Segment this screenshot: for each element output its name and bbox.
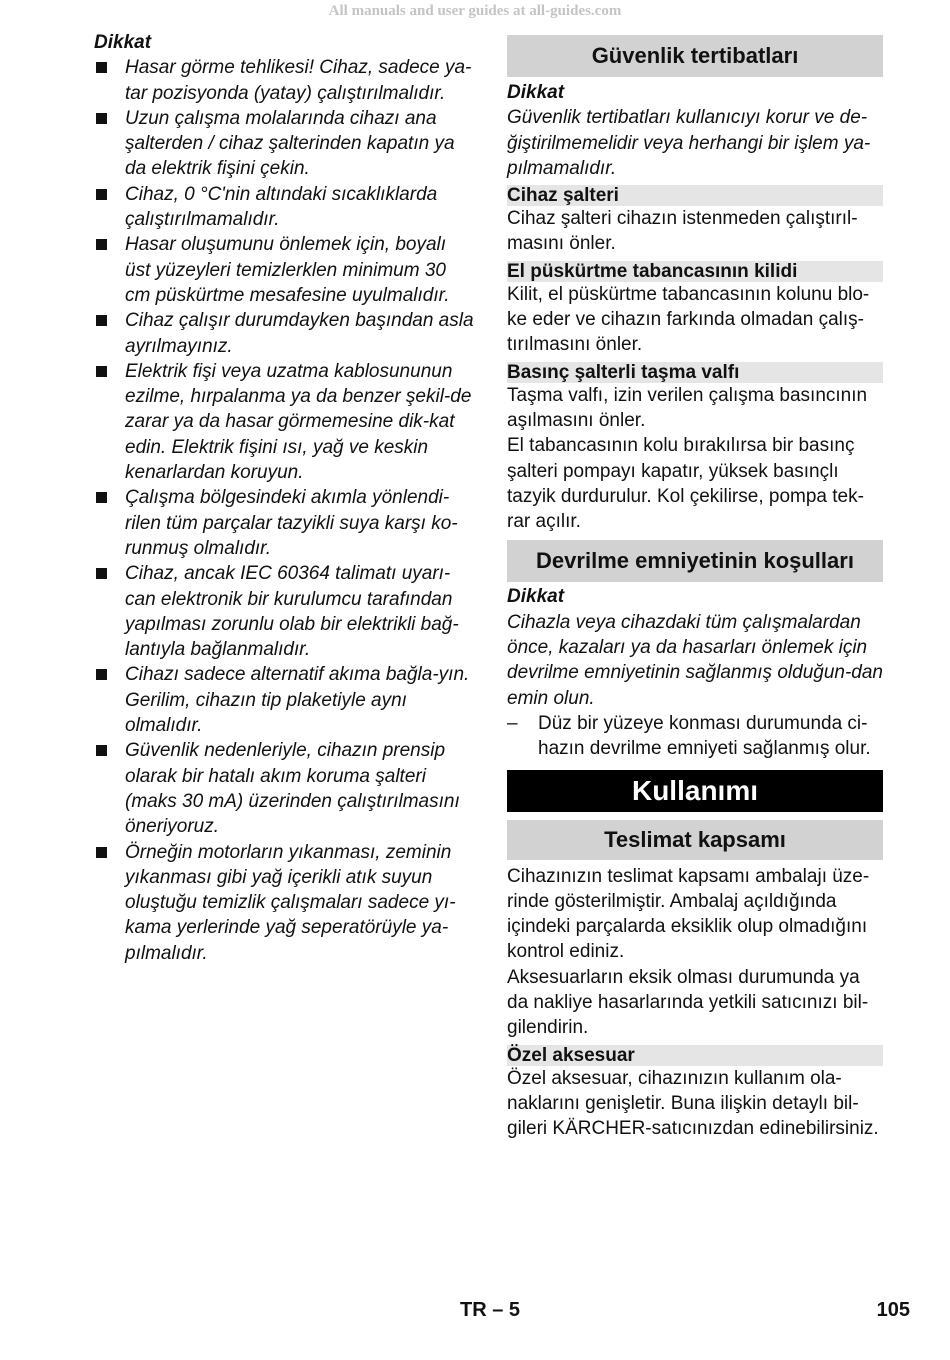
- list-item: [94, 308, 474, 359]
- safety-bullet-list: [94, 55, 474, 966]
- list-item: [94, 232, 474, 308]
- device-switch-heading: Cihaz şalteri: [507, 185, 883, 206]
- list-item-text: Cihazı sadece alternatif akıma bağla-yın. Gerilim, cihazın tip plaketiyle aynı olmalıdır.: [125, 664, 470, 737]
- list-item: [94, 106, 474, 182]
- list-item-text: Örneğin motorların yıkanması, zeminin yıkanması gibi yağ içerikli atık suyun oluştuğu temizlik çalışmaları sadece yı-kama yerlerinde yağ seperatörüyle ya-pılmalıdır.: [125, 841, 456, 964]
- watermark: All manuals and user guides at all-guides.com: [328, 3, 622, 19]
- list-item: [94, 55, 474, 106]
- square-bullet-icon: [96, 366, 107, 377]
- special-accessories-text: Özel aksesuar, cihazınızın kullanım ola-naklarını genişletir. Buna ilişkin detaylı bil-gileri KÄRCHER-satıcınızdan edinebilirsiniz.: [507, 1067, 879, 1140]
- overflow-valve-heading: Basınç şalterli taşma valfı: [507, 362, 883, 383]
- square-bullet-icon: [96, 315, 107, 326]
- overflow-valve-text: Taşma valfı, izin verilen çalışma basıncının aşılmasını önler.: [507, 384, 868, 431]
- square-bullet-icon: [96, 62, 107, 73]
- list-item: [94, 359, 474, 485]
- gun-lock-text: Kilit, el püskürtme tabancasının kolunu blo-ke eder ve cihazın farkında olmadan çalış-tırılmasını önler.: [507, 283, 870, 356]
- square-bullet-icon: [96, 492, 107, 503]
- caution-label: Dikkat: [94, 32, 152, 53]
- list-item-text: Cihaz, 0 °C'nin altındaki sıcaklıklarda çalıştırılmamalıdır.: [125, 183, 438, 231]
- safety-caution-text: Güvenlik tertibatları kullanıcıyı korur ve de-ğiştirilmemelidir veya herhangi bir işlem ya-pılmamalıdır.: [507, 107, 871, 179]
- overflow-valve-text-2: El tabancasının kolu bırakılırsa bir basınç şalteri pompayı kapatır, yüksek basınçlı tazyik durdurulur. Kol çekilirse, pompa tek-rar açılır.: [507, 435, 864, 533]
- caution-label: Dikkat: [507, 82, 565, 103]
- delivery-scope-heading: Teslimat kapsamı: [507, 820, 883, 860]
- list-item: [507, 711, 883, 762]
- list-item-text: Güvenlik nedenleriyle, cihazın prensip olarak bir hatalı akım koruma şalteri (maks 30 mA) üzerinden çalıştırılmasını öneriyoruz.: [125, 740, 460, 838]
- list-item-text: Hasar oluşumunu önlemek için, boyalı üst yüzeyleri temizlerklen minimum 30 cm püskürtme mesafesine uyulmalıdır.: [125, 234, 450, 306]
- delivery-scope-text-2: Aksesuarların eksik olması durumunda ya da nakliye hasarlarında yetkili satıcınızı bil-gilendirin.: [507, 966, 869, 1039]
- delivery-scope-text: Cihazınızın teslimat kapsamı ambalajı üze-rinde gösterilmiştir. Ambalaj açıldığında içindeki parçalarda eksiklik olup olmadığını kontrol ediniz.: [507, 865, 870, 963]
- list-item-text: Cihaz çalışır durumdayken başından asla ayrılmayınız.: [125, 310, 474, 357]
- usage-heading: Kullanımı: [507, 770, 883, 812]
- list-item: [94, 182, 474, 233]
- list-item-text: Düz bir yüzeye konması durumunda ci-hazın devrilme emniyeti sağlanmış olur.: [538, 712, 871, 760]
- list-item-text: Uzun çalışma molalarında cihazı ana şalterden / cihaz şalterinden kapatın ya da elektrik fişini çekin.: [125, 107, 455, 180]
- left-column: [94, 30, 474, 966]
- tipping-caution-text: Cihazla veya cihazdaki tüm çalışmalardan önce, kazaları ya da hasarları önlemek için devrilme emniyetinin sağlanmış olduğun-dan emin olun.: [507, 611, 883, 709]
- gun-lock-heading: El püskürtme tabancasının kilidi: [507, 261, 883, 282]
- square-bullet-icon: [96, 847, 107, 858]
- right-column: [507, 30, 883, 1142]
- dash-bullet: –: [507, 712, 518, 734]
- square-bullet-icon: [96, 745, 107, 756]
- square-bullet-icon: [96, 669, 107, 680]
- list-item-text: Çalışma bölgesindeki akımla yönlendi-rilen tüm parçalar tazyikli suya karşı ko-runmuş olmalıdır.: [125, 487, 458, 559]
- tipping-safety-heading: Devrilme emniyetinin koşulları: [507, 540, 883, 582]
- list-item-text: Hasar görme tehlikesi! Cihaz, sadece ya-tar pozisyonda (yatay) çalıştırılmalıdır.: [125, 57, 472, 104]
- list-item: [94, 738, 474, 839]
- special-accessories-heading: Özel aksesuar: [507, 1045, 883, 1066]
- list-item: [94, 561, 474, 662]
- list-item-text: Elektrik fişi veya uzatma kablosununun ezilme, hırpalanma ya da benzer şekil-de zarar ya da hasar görmemesine dik-kat edin. Elektrik fişini ısı, yağ ve keskin kenarlardan koruyun.: [125, 360, 472, 484]
- square-bullet-icon: [96, 239, 107, 250]
- list-item: [94, 840, 474, 966]
- caution-label: Dikkat: [507, 586, 565, 608]
- safety-devices-heading: Güvenlik tertibatları: [507, 35, 883, 77]
- list-item: [94, 662, 474, 738]
- section-page-label: TR – 5: [459, 1299, 521, 1321]
- square-bullet-icon: [96, 189, 107, 200]
- list-item: [94, 485, 474, 561]
- list-item-text: Cihaz, ancak IEC 60364 talimatı uyarı-can elektronik bir kurulumcu tarafından yapılması zorunlu olab bir elektrikli bağ-lantıyla bağlanmalıdır.: [125, 563, 459, 661]
- square-bullet-icon: [96, 113, 107, 124]
- device-switch-text: Cihaz şalteri cihazın istenmeden çalıştırıl-masını önler.: [507, 208, 858, 255]
- square-bullet-icon: [96, 568, 107, 579]
- page-number: 105: [876, 1299, 910, 1321]
